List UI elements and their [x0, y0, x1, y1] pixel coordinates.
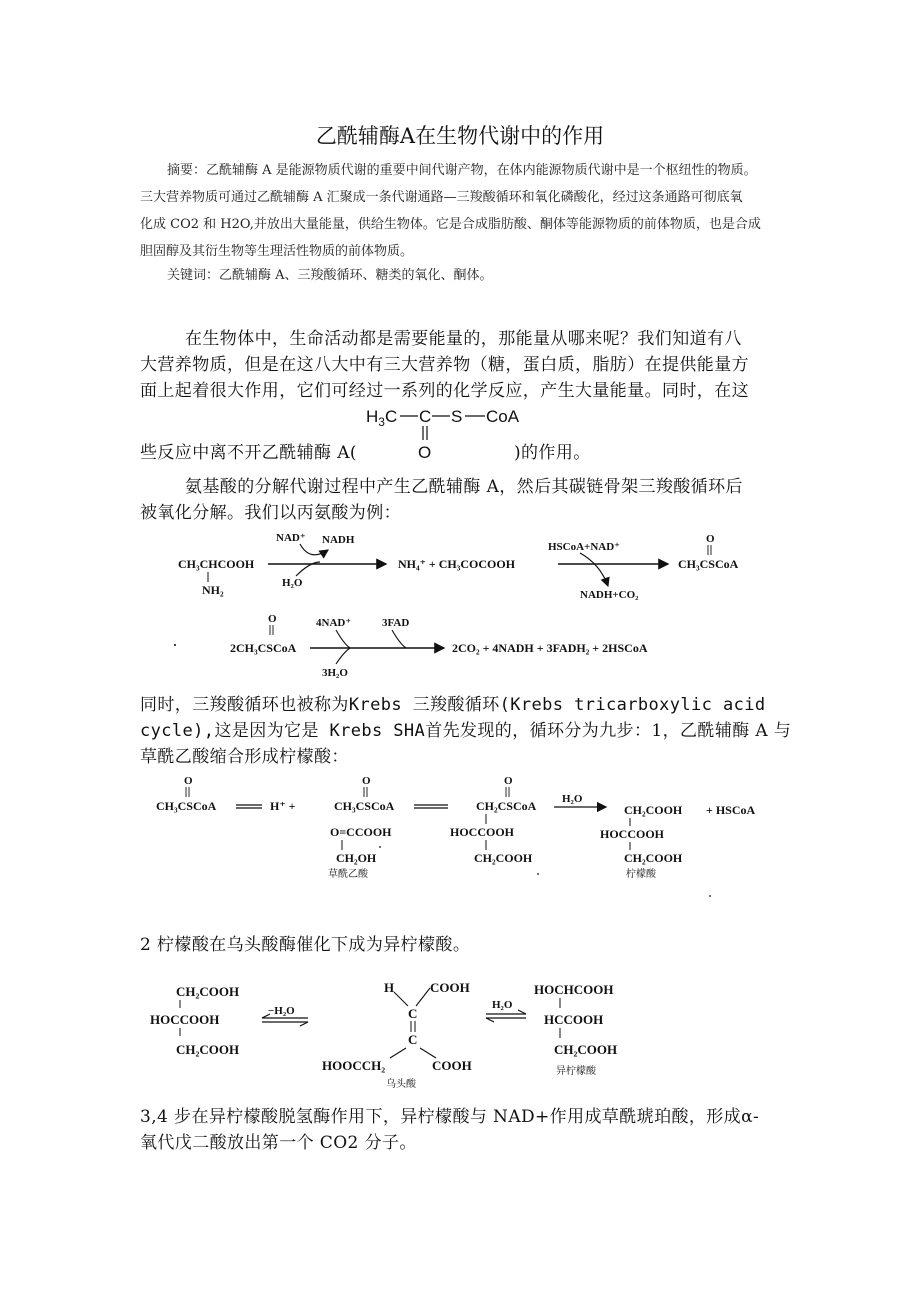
oxaloacetate-bottom: CH₂OH	[336, 851, 377, 865]
three-water: 3H₂O	[322, 667, 348, 679]
para3-line-3: 草酰乙酸缩合形成柠檬酸：	[140, 747, 349, 767]
para4: 2 柠檬酸在乌头酸酶催化下成为异柠檬酸。	[140, 935, 471, 955]
para1-line-4b: )的作用。	[514, 443, 591, 463]
acetyl-coa-label: CoA	[486, 407, 520, 426]
nad-plus: NAD⁺	[276, 532, 306, 544]
para2-line-1: 氨基酸的分解代谢过程中产生乙酰辅酶 A，然后其碳链骨架三羧酸循环后	[185, 477, 743, 497]
para5-line-2: 氧代戊二酸放出第一个 CO2 分子。	[140, 1133, 417, 1153]
r3-acetyl: CH₃CSCoA	[156, 799, 217, 813]
r3-o3: O	[504, 775, 513, 787]
para1-line-3: 面上起着很大作用，它们可经过一系列的化学反应，产生大量能量。同时，在这	[140, 381, 749, 401]
hscoa-nad: HSCoA+NAD⁺	[548, 541, 620, 553]
intermediate-mid: HOCCOOH	[450, 825, 515, 839]
para1-line-4a: 些反应中离不开乙酰辅酶 A(	[140, 443, 357, 463]
para1-line-2: 大营养物质，但是在这八大中有三大营养物（糖，蛋白质，脂肪）在提供能量方	[140, 355, 749, 375]
aconitate-cooh-top: COOH	[430, 980, 470, 995]
aconitate-cooh-bottom: COOH	[432, 1058, 472, 1073]
abstract-line-2: 三大营养物质可通过乙酰辅酶 A 汇聚成一条代谢通路—三羧酸循环和氧化磷酸化，经过这条通路可彻底氧	[140, 190, 743, 205]
aconitate-left: HOOCCH₂	[322, 1058, 386, 1073]
r3-acetyl-2: CH₃CSCoA	[334, 799, 395, 813]
isocitrate-top: HOCHCOOH	[534, 982, 614, 997]
citrate-label: 柠檬酸	[626, 869, 656, 880]
r4-citrate-mid: HOCCOOH	[150, 1012, 220, 1027]
citrate-bottom: CH₂COOH	[624, 851, 683, 865]
acetyl-h3c: $H_3C$	[366, 407, 398, 429]
aconitate-label: 乌头酸	[386, 1079, 416, 1090]
acetyl-coa-structure	[360, 400, 540, 464]
r3-proton: H⁺ +	[270, 799, 296, 813]
abstract-line-3: 化成 CO2 和 H2O,并放出大量能量，供给生物体。它是合成脂肪酸、酮体等能源物质的前体物质，也是合成	[140, 217, 761, 232]
aconitate-c2: C	[408, 1032, 418, 1047]
para1-line-1: 在生物体中，生命活动都是需要能量的，那能量从哪来呢？我们知道有八	[185, 329, 742, 349]
rxn2-o: O	[268, 613, 277, 625]
aconitate-c1: C	[408, 1006, 418, 1021]
oxaloacetate-label: 草酰乙酸	[328, 869, 368, 880]
oxaloacetate-top: O=CCOOH	[330, 825, 392, 839]
r4-citrate-bottom: CH₂COOH	[176, 1042, 240, 1057]
scan-dot	[174, 644, 176, 646]
r4-citrate-top: CH₂COOH	[176, 984, 240, 999]
two-acetyl-coa: 2CH₃CSCoA	[230, 641, 297, 655]
r3-o1: O	[184, 775, 193, 787]
nadh-co2: NADH+CO₂	[580, 589, 639, 601]
plus-hscoa: + HSCoA	[706, 803, 756, 817]
isocitrate-bottom: CH₂COOH	[554, 1042, 618, 1057]
intermediate-top: CH₂CSCoA	[476, 799, 537, 813]
acetyl-oxygen: O	[418, 443, 432, 462]
para2-line-2: 被氧化分解。我们以丙氨酸为例：	[140, 503, 401, 523]
r3-water: H₂O	[562, 793, 583, 805]
abstract-line-4: 胆固醇及其衍生物等生理活性物质的前体物质。	[140, 244, 414, 259]
para3-line-2: cycle),这是因为它是 Krebs SHA首先发现的，循环分为九步：1，乙酰辅酶 A 与	[140, 721, 792, 741]
intermediate-bottom: CH₂COOH	[474, 851, 533, 865]
abstract-line-1: 摘要：乙酰辅酶 A 是能源物质代谢的重要中间代谢产物，在体内能源物质代谢中是一个枢纽性的物质。	[167, 163, 757, 178]
para5-line-1: 3,4 步在异柠檬酸脱氢酶作用下，异柠檬酸与 NAD+作用成草酰琥珀酸，形成α-	[140, 1107, 760, 1127]
acetyl-coa-product: CH₃CSCoA	[678, 557, 739, 571]
citrate-top: CH₂COOH	[624, 803, 683, 817]
four-nad: 4NAD⁺	[316, 617, 352, 629]
alanine: CH₃CHCOOH	[178, 557, 255, 571]
r4-water: H₂O	[492, 999, 513, 1011]
alanine-reaction-scheme	[160, 528, 780, 686]
page-title: 乙酰辅酶A在生物代谢中的作用	[315, 124, 605, 148]
three-fad: 3FAD	[382, 617, 410, 629]
acetyl-sulfur: S	[451, 407, 463, 426]
r3-o2: O	[362, 775, 371, 787]
citrate-synthesis-scheme	[150, 770, 790, 910]
ammonium-pyruvate: NH₄⁺ + CH₃COCOOH	[398, 557, 516, 571]
citrate-mid: HOCCOOH	[600, 827, 665, 841]
nadh: NADH	[322, 534, 355, 546]
keywords: 关键词：乙酰辅酶 A、三羧酸循环、糖类的氧化、酮体。	[167, 268, 493, 283]
isocitrate-mid: HCCOOH	[544, 1012, 604, 1027]
minus-water: −H₂O	[268, 1005, 295, 1017]
alanine-nh2: NH₂	[202, 583, 224, 597]
aconitate-h: H	[384, 980, 395, 995]
aconitase-reaction-scheme	[140, 970, 660, 1090]
water-1: H₂O	[282, 577, 303, 589]
isocitrate-label: 异柠檬酸	[556, 1066, 596, 1077]
tca-products: 2CO₂ + 4NADH + 3FADH₂ + 2HSCoA	[452, 641, 648, 655]
para3-line-1: 同时，三羧酸循环也被称为Krebs 三羧酸循环(Krebs tricarboxylic acid	[140, 695, 766, 715]
acetyl-o: O	[706, 533, 715, 545]
acetyl-carbon: C	[419, 407, 432, 426]
